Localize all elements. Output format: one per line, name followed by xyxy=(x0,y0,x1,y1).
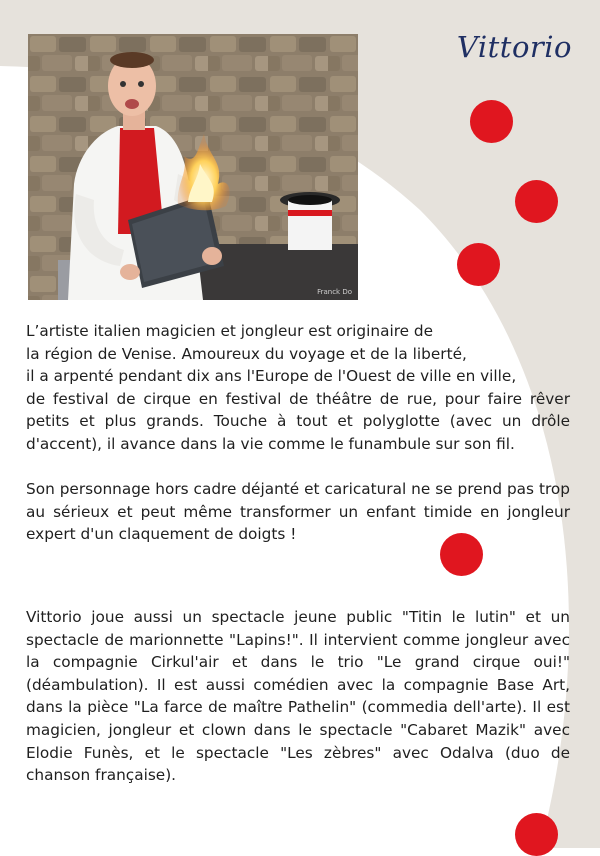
paragraph-shows: Vittorio joue aussi un spectacle jeune public "Titin le lutin" et un spectacle de marionnette "Lapins!". Il intervient comme jongleur avec la compagnie Cirkul'air et dans le trio "Le grand cirque oui!" (déambulation). Il est aussi comédien avec la compagnie Base Art, dans la pièce "La farce de maître Pathelin" (commedia dell'arte). Il est magicien, jongleur et clown dans le spectacle "Cabaret Mazik" avec Elodie Funès, et le spectacle "Les zèbres" avec Odalva (duo de chanson française). xyxy=(26,608,570,785)
red-dot xyxy=(470,100,513,143)
photo-credit: Franck Do xyxy=(317,288,352,296)
text-line: L’artiste italien magicien et jongleur est originaire de xyxy=(26,322,434,340)
red-dot xyxy=(515,813,558,856)
paragraph-intro xyxy=(26,320,570,456)
red-dot xyxy=(515,180,558,223)
performer-photo xyxy=(28,34,358,300)
text-line: la région de Venise. Amoureux du voyage et de la liberté, xyxy=(26,344,467,363)
page-title: Vittorio xyxy=(456,30,572,64)
text-block: de festival de cirque en festival de théâtre de rue, pour faire rêver petits et plus grands. Touche à tout et polyglotte (avec un drôle d'accent), il avance dans la vie comme le funambule sur son fil. xyxy=(26,389,570,453)
paragraph-character: Son personnage hors cadre déjanté et caricatural ne se prend pas trop au sérieux et peut même transformer un enfant timide en jongleur expert d'un claquement de doigts ! xyxy=(26,480,570,544)
text-line: il a arpenté pendant dix ans l'Europe de l'Ouest de ville en ville, xyxy=(26,367,517,386)
red-dot xyxy=(457,243,500,286)
